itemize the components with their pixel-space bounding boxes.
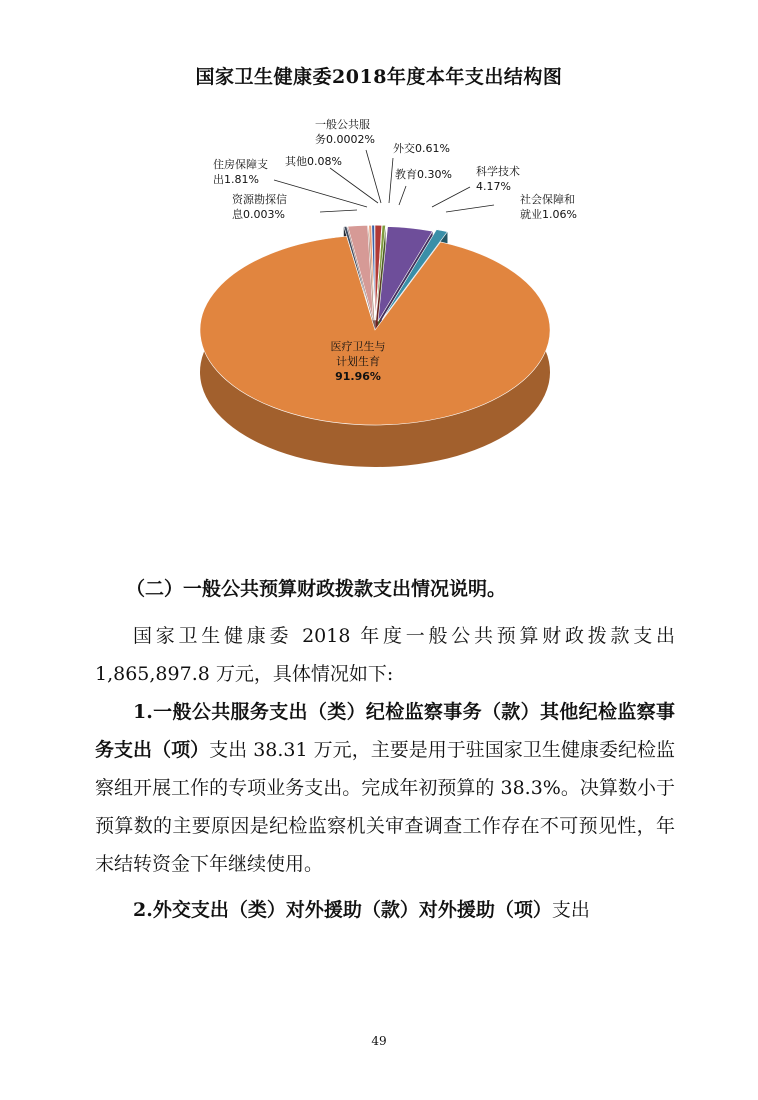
pie-slice-label: 外交0.61% xyxy=(393,142,450,155)
section-heading: （二）一般公共预算财政拨款支出情况说明。 xyxy=(126,578,507,600)
pie-slice-label: 医疗卫生与 xyxy=(330,340,386,353)
paragraph-2 xyxy=(95,693,675,883)
label-leader-line xyxy=(366,150,381,203)
pie-slice-label: 资源勘探信 xyxy=(232,193,287,206)
pie-slice-label: 4.17% xyxy=(476,180,511,193)
label-leader-line xyxy=(274,180,367,207)
paragraph-2-text: 支出 38.31 万元，主要是用于驻国家卫生健康委纪检监察组开展工作的专项业务支出。完成年初预算的 38.3%。决算数小于预算数的主要原因是纪检监察机关审查调查工作存在不可预见性，年末结转资金下年继续使用。 xyxy=(95,739,675,875)
paragraph-2-bold: 1.一般公共服务支出（类）纪检监察事务（款）其他纪检监察事务支出（项） xyxy=(95,701,675,761)
label-leader-line xyxy=(446,205,494,212)
pie-slice-label: 息0.003% xyxy=(232,208,285,221)
pie-slice-label: 就业1.06% xyxy=(520,208,577,221)
page-number: 49 xyxy=(371,1034,387,1048)
pie-slice-label: 计划生育 xyxy=(336,355,380,368)
paragraph-3-text: 支出 xyxy=(551,899,590,921)
chart-title: 国家卫生健康委2018年度本年支出结构图 xyxy=(195,66,563,88)
label-leader-line xyxy=(320,210,357,212)
pie-slice-label: 务0.0002% xyxy=(315,133,375,146)
paragraph-3 xyxy=(95,891,675,929)
pie-slice-label: 社会保障和 xyxy=(520,193,575,206)
pie-tops xyxy=(200,225,550,425)
paragraph-1: 国家卫生健康委 2018 年度一般公共预算财政拨款支出1,865,897.8 万元，具体情况如下: xyxy=(95,625,675,685)
paragraph-3-bold: 2.外交支出（类）对外援助（款）对外援助（项） xyxy=(133,899,552,921)
pie-slice-label: 91.96% xyxy=(335,370,381,383)
label-leader-line xyxy=(432,187,470,207)
pie-slice-label: 其他0.08% xyxy=(285,155,342,168)
pie-slice-label: 科学技术 xyxy=(476,165,520,178)
label-leader-line xyxy=(399,186,406,205)
pie-slice-label: 教育0.30% xyxy=(395,168,452,181)
pie-slice-label: 出1.81% xyxy=(213,173,259,186)
pie-slice-label: 一般公共服 xyxy=(315,118,370,131)
label-leader-line xyxy=(389,158,393,203)
label-leader-line xyxy=(330,168,378,203)
pie-slice-label: 住房保障支 xyxy=(213,158,268,171)
